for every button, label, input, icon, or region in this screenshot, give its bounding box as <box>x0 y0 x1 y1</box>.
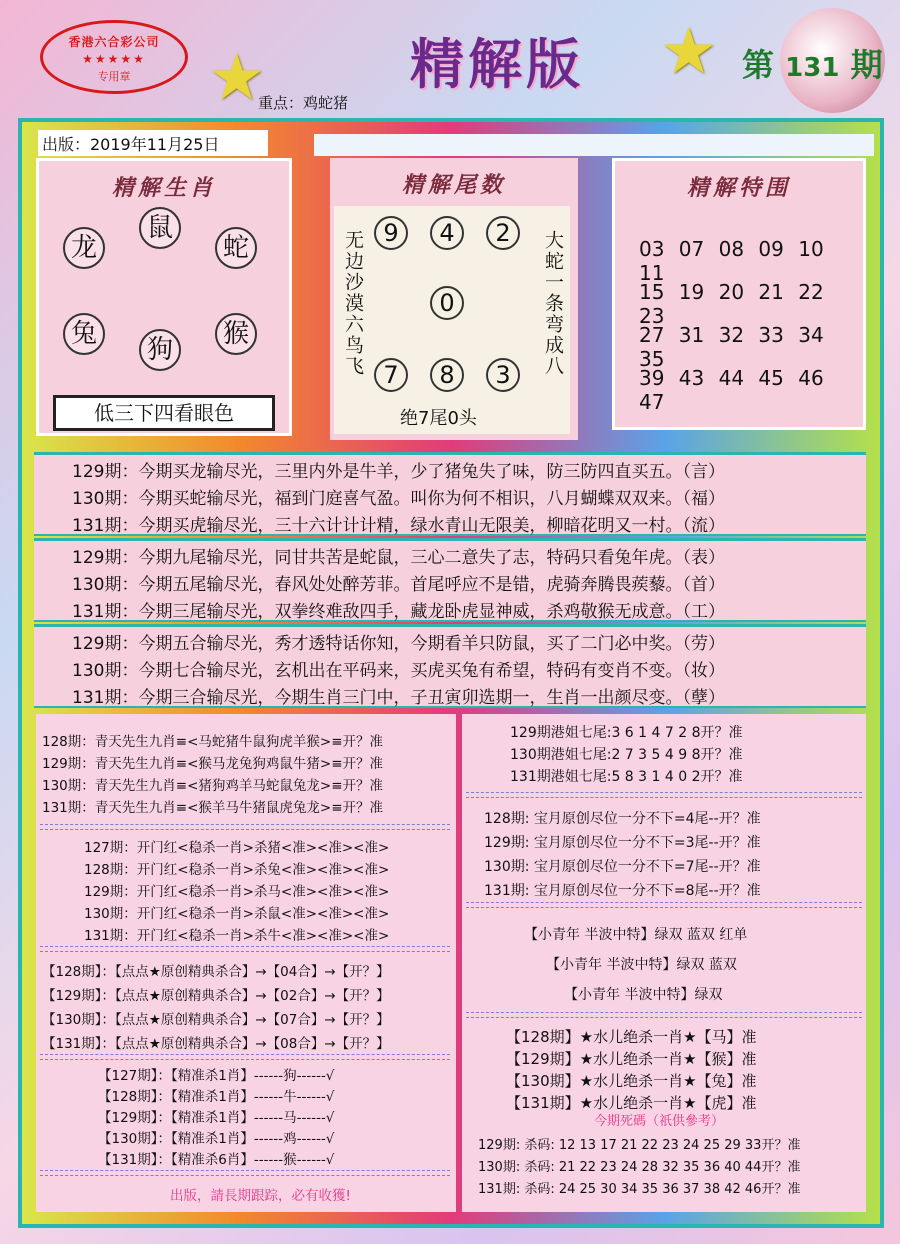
zodiac-item: 龙 <box>63 227 105 269</box>
pub-bar <box>314 134 874 156</box>
shuier-line: 【131期】★水儿绝杀一肖★【虎】准 <box>506 1094 757 1112</box>
poem-line: 131期：今期三尾输尽光，双拳终难敌四手，藏龙卧虎显神威，杀鸡敬猴无成意。（工） <box>72 602 725 622</box>
divider <box>40 824 450 830</box>
divider <box>40 1170 450 1176</box>
gangjie-line: 131期港姐七尾:5 8 3 1 4 0 2开？准 <box>510 769 743 785</box>
shuier-line: 【128期】★水儿绝杀一肖★【马】准 <box>506 1028 757 1046</box>
tail-inner <box>334 206 570 434</box>
divider <box>466 1012 862 1018</box>
divider <box>40 1054 450 1060</box>
gangjie-line: 130期港姐七尾:2 7 3 5 4 9 8开？准 <box>510 747 743 763</box>
special-row: 03 07 08 09 10 11 <box>639 237 824 285</box>
poem-line: 129期：今期买龙输尽光，三里内外是牛羊，少了猪兔失了味，防三防四直买五。（言） <box>72 462 725 482</box>
diandian-line: 【131期】：【点点★原创精典杀合】→【08合】→【开？】 <box>42 1036 390 1052</box>
poem-line: 130期：今期买蛇输尽光，福到门庭喜气盈。叫你为何不相识，八月蝴蝶双双来。（福） <box>72 489 725 509</box>
star-icon: ★ <box>208 41 266 115</box>
page-title: 精解版 <box>410 33 584 96</box>
baoyue-line: 129期: 宝月原创尽位一分不下=3尾--开？准 <box>484 835 761 851</box>
tail-digit: 4 <box>430 216 464 250</box>
poem-line: 131期：今期买虎输尽光，三十六计计计精，绿水青山无限美，柳暗花明又一村。（流） <box>72 516 725 536</box>
kaimen-line: 128期：开门红<稳杀一肖>杀兔<准><准><准> <box>84 862 390 878</box>
jingzhun-line: 【130期】：【精准杀1肖】------鸡------√ <box>98 1131 335 1147</box>
poem-block-2 <box>34 538 866 622</box>
tail-digit: 9 <box>374 216 408 250</box>
seal-stamp: 香港六合彩公司 ★★★★★ 专用章 <box>40 20 188 94</box>
zodiac-item: 蛇 <box>215 227 257 269</box>
divider <box>466 792 862 798</box>
zodiac-item: 兔 <box>63 313 105 355</box>
zodiac-item: 狗 <box>139 329 181 371</box>
diandian-line: 【129期】：【点点★原创精典杀合】→【02合】→【开？】 <box>42 988 390 1004</box>
qingtian-line: 128期：青天先生九肖≡<马蛇猪牛鼠狗虎羊猴>≡开？准 <box>42 734 384 750</box>
baoyue-line: 130期: 宝月原创尽位一分不下=7尾--开？准 <box>484 859 761 875</box>
zodiac-hint: 低三下四看眼色 <box>53 395 275 431</box>
zodiac-panel <box>36 158 292 436</box>
poem-line: 129期：今期五合输尽光，秀才透特话你知，今期看羊只防鼠，买了二门必中奖。（劳） <box>72 634 725 654</box>
baoyue-line: 128期: 宝月原创尽位一分不下=4尾--开？准 <box>484 811 761 827</box>
focus-text: 重点：鸡蛇猪 <box>258 94 349 112</box>
poem-line: 130期：今期七合输尽光，玄机出在平码来，买虎买兔有希望，特码有变肖不变。（妆） <box>72 661 725 681</box>
baoyue-line: 131期: 宝月原创尽位一分不下=8尾--开？准 <box>484 883 761 899</box>
kaimen-line: 131期：开门红<稳杀一肖>杀牛<准><准><准> <box>84 928 390 944</box>
left-lower-panel <box>36 714 456 1212</box>
poem-block-3 <box>34 624 866 708</box>
qingtian-line: 131期：青天先生九肖≡<猴羊马牛猪鼠虎兔龙>≡开？准 <box>42 800 384 816</box>
issue-number: 第 131 期 <box>742 46 883 84</box>
diandian-line: 【130期】：【点点★原创精典杀合】→【07合】→【开？】 <box>42 1012 390 1028</box>
shuier-line: 【130期】★水儿绝杀一肖★【兔】准 <box>506 1072 757 1090</box>
sima-line: 130期: 杀码: 21 22 23 24 28 32 35 36 40 44开？准 <box>478 1160 801 1175</box>
tail-left-text: 无边沙漠六鸟飞 <box>342 230 364 377</box>
jingzhun-line: 【129期】：【精准杀1肖】------马------√ <box>98 1110 335 1126</box>
sima-line: 129期: 杀码: 12 13 17 21 22 23 24 25 29 33开？准 <box>478 1138 801 1153</box>
jingzhun-line: 【128期】：【精准杀1肖】------牛------√ <box>98 1089 335 1105</box>
qingtian-line: 129期：青天先生九肖≡<猴马龙兔狗鸡鼠牛猪>≡开？准 <box>42 756 384 772</box>
special-title: 精解特围 <box>686 176 791 201</box>
tail-digit: 2 <box>486 216 520 250</box>
bobo-line: 【小青年 半波中特】绿双 蓝双 红单 <box>524 927 748 943</box>
tail-digit: 0 <box>430 286 464 320</box>
tail-panel <box>330 158 578 440</box>
gangjie-line: 129期港姐七尾:3 6 1 4 7 2 8开？准 <box>510 725 743 741</box>
sima-line: 131期: 杀码: 24 25 30 34 35 36 37 38 42 46开？准 <box>478 1182 801 1197</box>
special-row: 39 43 44 45 46 47 <box>639 366 824 414</box>
shuier-line: 【129期】★水儿绝杀一肖★【猴】准 <box>506 1050 757 1068</box>
tail-bottom: 绝7尾0头 <box>400 408 477 429</box>
special-row: 15 19 20 21 22 23 <box>639 280 824 328</box>
footer-note: 出版，請長期跟踪，必有收獲! <box>170 1188 351 1204</box>
divider <box>466 902 862 908</box>
jingzhun-line: 【127期】：【精准杀1肖】------狗------√ <box>98 1068 335 1084</box>
qingtian-line: 130期：青天先生九肖≡<猪狗鸡羊马蛇鼠兔龙>≡开？准 <box>42 778 384 794</box>
divider <box>40 946 450 952</box>
zodiac-item: 猴 <box>215 313 257 355</box>
kaimen-line: 127期：开门红<稳杀一肖>杀猪<准><准><准> <box>84 840 390 856</box>
bobo-line: 【小青年 半波中特】绿双 蓝双 <box>546 957 737 973</box>
tail-title: 精解尾数 <box>401 173 506 198</box>
poem-line: 131期：今期三合输尽光，今期生肖三门中，子丑寅卯选期一，生肖一出颜尽变。（孽） <box>72 688 725 708</box>
star-icon: ★ <box>660 15 718 89</box>
sima-title: 今期死碼（祇供參考） <box>594 1114 725 1129</box>
right-lower-panel <box>462 714 866 1212</box>
special-row: 27 31 32 33 34 35 <box>639 323 824 371</box>
poem-block-1 <box>34 452 866 536</box>
pub-date: 出版：2019年11月25日 <box>38 130 268 156</box>
kaimen-line: 130期：开门红<稳杀一肖>杀鼠<准><准><准> <box>84 906 390 922</box>
jingzhun-line: 【131期】：【精准杀6肖】------猴------√ <box>98 1152 335 1168</box>
zodiac-title: 精解生肖 <box>111 176 216 201</box>
diandian-line: 【128期】：【点点★原创精典杀合】→【04合】→【开？】 <box>42 964 390 980</box>
tail-right-text: 大蛇一条弯成八 <box>542 230 564 377</box>
zodiac-item: 鼠 <box>139 207 181 249</box>
special-panel <box>612 158 866 430</box>
tail-digit: 7 <box>374 358 408 392</box>
kaimen-line: 129期：开门红<稳杀一肖>杀马<准><准><准> <box>84 884 390 900</box>
tail-digit: 8 <box>430 358 464 392</box>
bobo-line: 【小青年 半波中特】绿双 <box>564 987 723 1003</box>
poem-line: 129期：今期九尾输尽光，同甘共苦是蛇鼠，三心二意失了志，特码只看兔年虎。（表） <box>72 548 725 568</box>
poem-line: 130期：今期五尾输尽光，春风处处醉芳菲。首尾呼应不是错，虎骑奔腾畏蒺藜。（首） <box>72 575 725 595</box>
tail-digit: 3 <box>486 358 520 392</box>
